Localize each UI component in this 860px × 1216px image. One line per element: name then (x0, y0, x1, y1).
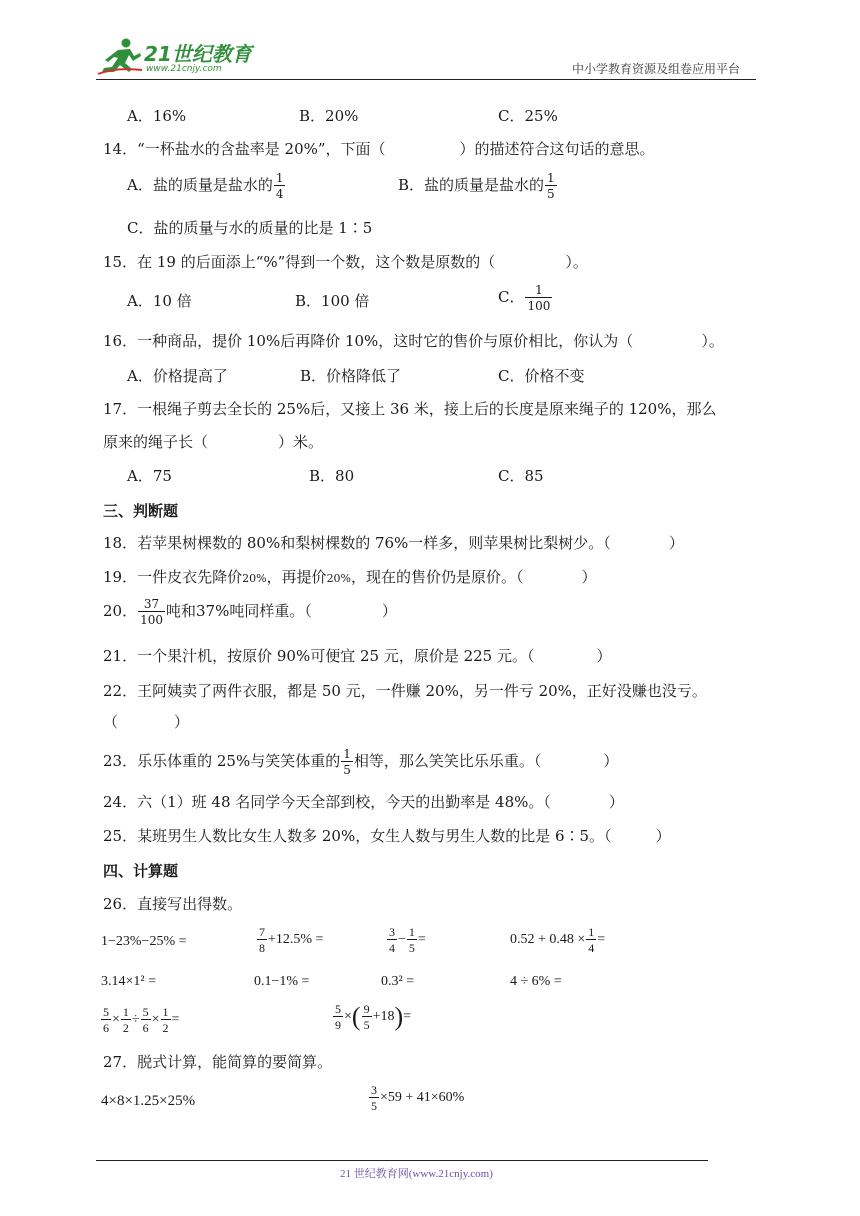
expr-4: 0.52 + 0.48 × $\frac{1}{4}$ = (510, 925, 606, 955)
expr-8: 4 ÷ 6% = (510, 974, 562, 989)
q17-stem-line1: 17．一根绳子剪去全长的 25%后，又接上 36 米，接上后的长度是原来绳子的 120%，那么 (103, 400, 717, 418)
q19: 19．一件皮衣先降价20%，再提价20%，现在的售价仍是原价。（ ） (103, 568, 597, 586)
q27-stem: 27．脱式计算，能简算的要简算。 (103, 1053, 333, 1071)
expr-1: 1−23%−25% = (101, 934, 187, 949)
q17-option-a: A．75 (127, 467, 172, 485)
expr-9: $\frac{5}{6}$ × $\frac{1}{2}$ ÷ $\frac{5}{6}$ × $\frac{1}{2}$ = (103, 1005, 180, 1035)
q14-stem: 14．“一杯盐水的含盐率是 20%”，下面（ ）的描述符合这句话的意思。 (103, 140, 655, 158)
expr-3: $\frac{3}{4}$ − $\frac{1}{5}$ = (389, 925, 426, 955)
fraction: $\frac{37}{100}$ (140, 597, 163, 627)
fraction: $\frac{1}{5}$ (343, 747, 351, 777)
header-rule (96, 79, 756, 80)
q14-option-c: C．盐的质量与水的质量的比是 1∶5 (127, 219, 373, 237)
q25: 25．某班男生人数比女生人数多 20%，女生人数与男生人数的比是 6∶5。（ ） (103, 827, 671, 845)
header-right-text: 中小学教育资源及组卷应用平台 (572, 62, 741, 76)
q24: 24．六（1）班 48 名同学今天全部到校，今天的出勤率是 48%。（ ） (103, 793, 624, 811)
q17-option-b: B．80 (309, 467, 355, 485)
q17-option-c: C．85 (498, 467, 544, 485)
expr-11: 4×8×1.25×25% (101, 1093, 196, 1109)
logo-text: 21世纪教育 (144, 42, 252, 66)
expr-2: $\frac{7}{8}$ +12.5% = (259, 925, 324, 955)
section-heading-judge: 三、判断题 (103, 502, 179, 520)
fraction: $\frac{1}{5}$ (547, 171, 555, 201)
q16-option-b: B．价格降低了 (300, 367, 402, 385)
q18: 18．若苹果树棵数的 80%和梨树棵数的 76%一样多，则苹果树比梨树少。（ ） (103, 534, 684, 552)
q15-stem: 15．在 19 的后面添上“%”得到一个数，这个数是原数的（ ）。 (103, 253, 588, 271)
q23: 23．乐乐体重的 25%与笑笑体重的 $\frac{1}{5}$ 相等，那么笑笑比乐乐重。（ ） (103, 747, 619, 777)
q13-option-c: C．25% (498, 107, 558, 125)
q22-line2: （ ） (103, 713, 190, 731)
q15-option-b: B．100 倍 (295, 292, 370, 310)
q13-option-a: A．16% (127, 107, 187, 125)
q15-option-a: A．10 倍 (127, 292, 192, 310)
q17-stem-line2: 原来的绳子长（ ）米。 (103, 433, 324, 451)
q16-option-c: C．价格不变 (498, 367, 585, 385)
expr-6: 0.1−1% = (254, 974, 310, 989)
q21: 21．一个果汁机，按原价 90%可便宜 25 元，原价是 225 元。（ ） (103, 647, 612, 665)
section-heading-calc: 四、计算题 (103, 862, 179, 880)
q14-option-a: A．盐的质量是盐水的 $\frac{1}{4}$ (127, 171, 284, 201)
q15-option-c: C． $\frac{1}{100}$ (498, 283, 551, 313)
q20: 20． $\frac{37}{100}$ 吨和37%吨同样重。（ ） (103, 597, 397, 627)
q13-option-b: B．20% (299, 107, 359, 125)
fraction: $\frac{1}{4}$ (275, 171, 284, 201)
fraction: $\frac{1}{100}$ (527, 283, 551, 313)
q16-option-a: A．价格提高了 (127, 367, 228, 385)
q14-option-b: B．盐的质量是盐水的 $\frac{1}{5}$ (398, 171, 555, 201)
runner-logo-icon (96, 36, 144, 76)
q16-stem: 16．一种商品，提价 10%后再降价 10%，这时它的售价与原价相比，你认为（ ）。 (103, 332, 724, 350)
q22-line1: 22．王阿姨卖了两件衣服，都是 50 元，一件赚 20%，另一件亏 20%，正好没赚也没亏。 (103, 682, 707, 700)
expr-7: 0.3² = (381, 974, 415, 989)
header-logo (96, 36, 261, 76)
q26-stem: 26．直接写出得数。 (103, 895, 243, 913)
expr-5: 3.14×1² = (101, 974, 156, 989)
expr-10: $\frac{5}{9}$ ×( $\frac{9}{5}$ +18)= (335, 1002, 412, 1032)
footer-text: 21 世纪教育网(www.21cnjy.com) (340, 1168, 493, 1180)
expr-12: $\frac{3}{5}$ ×59 + 41×60% (371, 1083, 465, 1113)
footer-rule (96, 1160, 708, 1161)
logo-url: www.21cnjy.com (146, 64, 222, 74)
